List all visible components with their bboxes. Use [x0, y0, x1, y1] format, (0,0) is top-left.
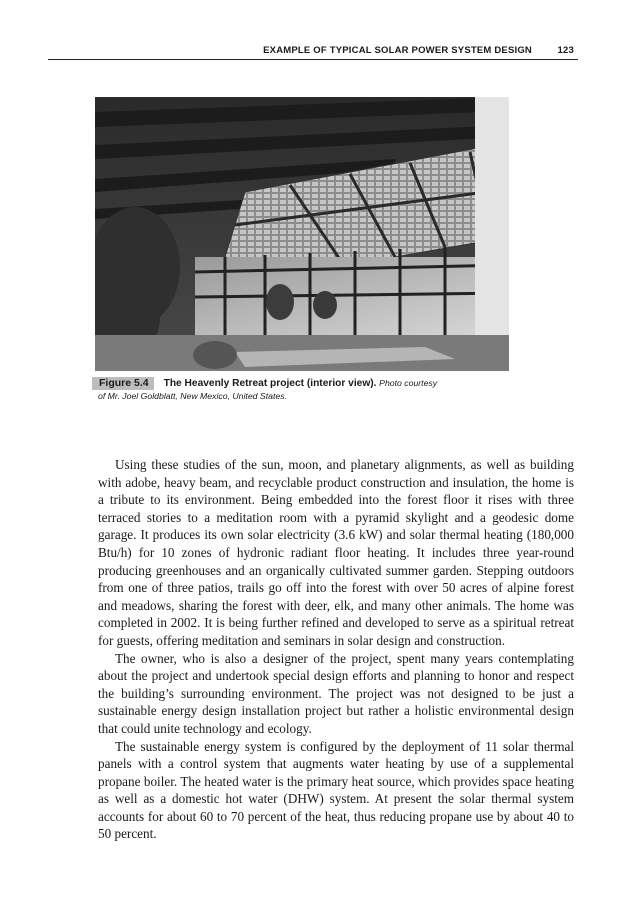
right-wall	[475, 97, 509, 371]
interior-photo	[95, 97, 509, 371]
running-title: EXAMPLE OF TYPICAL SOLAR POWER SYSTEM DESIGN	[263, 45, 532, 56]
figure-caption	[92, 377, 532, 403]
page-number: 123	[557, 45, 574, 56]
running-header	[48, 43, 578, 60]
paragraph: Using these studies of the sun, moon, and planetary alignments, as well as building with adobe, heavy beam, and recyclable product construction and insulation, the home is a tribute to its environment. Being embedded into the forest floor it rises with three terraced stories to a meditation room with a pyramid skylight and a geodesic dome garage. It produces its own solar electricity (3.6 kW) and solar thermal heating (180,000 Btu/h) for 10 zones of hydronic radiant floor heating. It includes three year-round producing greenhouses and an organically cultivated summer garden. Stepping outdoors from one of three patios, trails go off into the forest with over 50 acres of alpine forest and meadows, sharing the forest with deer, elk, and many other animals. The home was completed in 2002. It is being further refined and developed to serve as a spiritual retreat for guests, offering meditation and seminars in solar design and construction.	[98, 457, 574, 648]
body-text	[98, 456, 574, 843]
paragraph: The owner, who is also a designer of the project, spent many years contemplating about the project and undertook special design efforts and planning to honor and respect the building’s surrounding environment. The project was not designed to be just a sustainable energy design installation project but rather a holistic environmental design that could unite technology and ecology.	[98, 650, 574, 736]
figure-label: Figure 5.4	[92, 377, 154, 390]
figure-title: The Heavenly Retreat project (interior view).	[163, 378, 377, 389]
figure-credit: Photo courtesy	[379, 378, 438, 388]
chair	[193, 341, 237, 369]
figure-credit-continued: of Mr. Joel Goldblatt, New Mexico, United States.	[98, 391, 287, 401]
paragraph: The sustainable energy system is configured by the deployment of 11 solar thermal panels with a control system that augments water heating by use of a supplemental propane boiler. The heated water is the primary heat source, which provides space heating as well as a domestic hot water (DHW) system. At present the solar thermal system accounts for about 60 to 70 percent of the heat, thus reducing propane use by about 40 to 50 percent.	[98, 738, 574, 842]
